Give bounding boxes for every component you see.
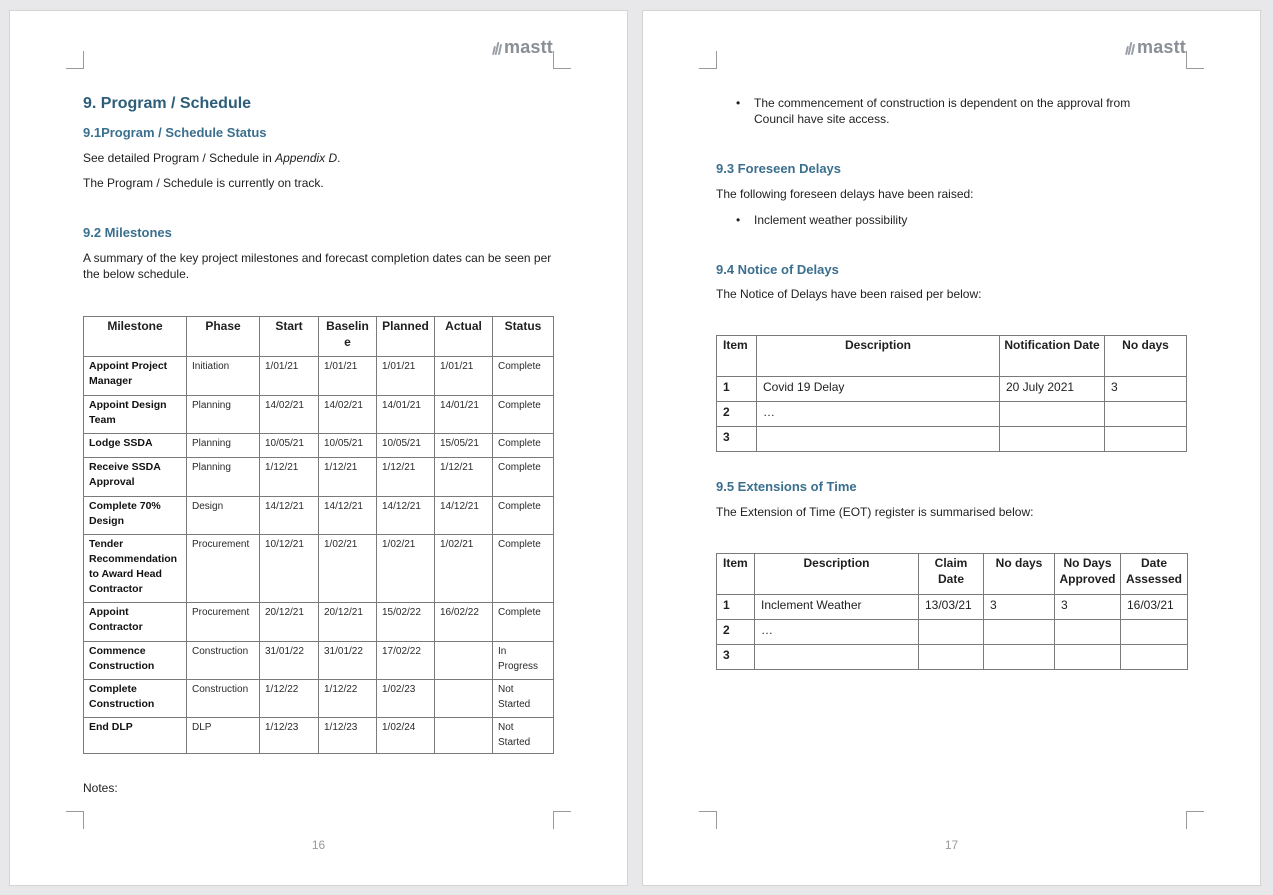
table-cell: 1/12/22	[319, 680, 377, 718]
crop-mark-top-left	[66, 51, 84, 69]
table-cell	[919, 645, 984, 670]
milestones-intro: A summary of the key project milestones and forecast completion dates can be seen per the below schedule.	[83, 251, 552, 281]
bullet-inclement-weather: • Inclement weather possibility	[716, 212, 1166, 228]
table-row	[84, 357, 554, 396]
table-cell: 1/01/21	[377, 357, 435, 396]
table-cell	[757, 427, 1000, 452]
col-header-no-days-approved: No Days Approved	[1055, 554, 1121, 595]
subheading-foreseen-delays: 9.3 Foreseen Delays	[716, 161, 842, 176]
mastt-logo-icon	[493, 41, 501, 55]
table-cell: 1/02/21	[377, 535, 435, 603]
table-cell: 1/02/21	[319, 535, 377, 603]
table-cell: Complete	[493, 603, 554, 642]
subheading-schedule-status: 9.1Program / Schedule Status	[83, 125, 267, 140]
table-row	[717, 402, 1187, 427]
table-cell: Complete	[493, 535, 554, 603]
table-cell: Planning	[187, 434, 260, 458]
notes-label: Notes:	[83, 781, 118, 795]
table-row	[84, 396, 554, 434]
table-cell: 16/02/22	[435, 603, 493, 642]
notice-intro: The Notice of Delays have been raised per below:	[716, 287, 982, 301]
table-row	[84, 434, 554, 458]
table-cell: 31/01/22	[260, 642, 319, 680]
crop-mark-bottom-right	[553, 811, 571, 829]
table-cell: 14/12/21	[377, 497, 435, 535]
table-row	[84, 642, 554, 680]
table-cell: Complete Construction	[84, 680, 187, 718]
col-header-phase: Phase	[187, 317, 260, 357]
table-cell: Complete	[493, 357, 554, 396]
bullet-commencement-dependency: • The commencement of construction is dependent on the approval from Council have site access.	[716, 95, 1166, 127]
table-row	[717, 620, 1188, 645]
table-row	[84, 497, 554, 535]
page-number: 17	[944, 838, 959, 852]
table-cell: 15/05/21	[435, 434, 493, 458]
mastt-logo	[1126, 37, 1186, 58]
table-cell: 10/05/21	[260, 434, 319, 458]
document-page-17	[642, 10, 1261, 886]
mastt-logo	[493, 37, 553, 58]
crop-mark-top-left	[699, 51, 717, 69]
col-header-description: Description	[757, 336, 1000, 377]
table-cell: 3	[717, 645, 755, 670]
table-cell	[755, 645, 919, 670]
table-cell: 2	[717, 402, 757, 427]
logo-text: mastt	[1136, 37, 1186, 57]
table-cell: 16/03/21	[1121, 595, 1188, 620]
col-header-no-days: No days	[984, 554, 1055, 595]
table-cell: 3	[1055, 595, 1121, 620]
foreseen-intro: The following foreseen delays have been raised:	[716, 187, 974, 201]
eot-intro: The Extension of Time (EOT) register is summarised below:	[716, 505, 1034, 519]
table-cell	[1000, 427, 1105, 452]
table-cell: 14/12/21	[435, 497, 493, 535]
table-cell	[435, 642, 493, 680]
table-cell: Tender Recommendation to Award Head Contractor	[84, 535, 187, 603]
table-cell: Complete	[493, 497, 554, 535]
logo-text: mastt	[503, 37, 553, 57]
notice-header-row	[717, 336, 1187, 377]
table-cell: Complete	[493, 396, 554, 434]
eot-header-row	[717, 554, 1188, 595]
extensions-of-time-table	[716, 553, 1188, 670]
table-cell: 1/12/22	[260, 680, 319, 718]
status-line-suffix: .	[337, 151, 341, 165]
table-cell: 20 July 2021	[1000, 377, 1105, 402]
table-cell: 1	[717, 377, 757, 402]
status-line-prefix: See detailed Program / Schedule in	[83, 151, 276, 165]
table-cell: Not Started	[493, 718, 554, 754]
table-cell: 1/12/21	[377, 458, 435, 497]
table-cell: 10/12/21	[260, 535, 319, 603]
appendix-reference: Appendix D	[275, 151, 338, 165]
table-row	[84, 680, 554, 718]
table-cell: Complete	[493, 434, 554, 458]
table-cell: 1/01/21	[319, 357, 377, 396]
table-row	[84, 535, 554, 603]
table-cell: 31/01/22	[319, 642, 377, 680]
table-row	[84, 458, 554, 497]
table-cell	[1000, 402, 1105, 427]
table-cell: Appoint Contractor	[84, 603, 187, 642]
table-cell: 14/01/21	[435, 396, 493, 434]
table-cell: 13/03/21	[919, 595, 984, 620]
table-cell: Receive SSDA Approval	[84, 458, 187, 497]
col-header-no-days: No days	[1105, 336, 1187, 377]
table-cell: 14/12/21	[319, 497, 377, 535]
table-cell: Design	[187, 497, 260, 535]
table-cell: 10/05/21	[377, 434, 435, 458]
col-header-claim-date: Claim Date	[919, 554, 984, 595]
table-cell	[919, 620, 984, 645]
table-cell: Commence Construction	[84, 642, 187, 680]
table-cell: 2	[717, 620, 755, 645]
table-cell: Construction	[187, 680, 260, 718]
document-page-16	[9, 10, 628, 886]
table-cell: Appoint Design Team	[84, 396, 187, 434]
crop-mark-bottom-left	[66, 811, 84, 829]
table-cell: End DLP	[84, 718, 187, 754]
table-cell	[984, 645, 1055, 670]
table-cell: Planning	[187, 396, 260, 434]
milestones-table	[83, 316, 554, 754]
table-cell	[435, 718, 493, 754]
col-header-item: Item	[717, 336, 757, 377]
col-header-description: Description	[755, 554, 919, 595]
table-row	[717, 595, 1188, 620]
crop-mark-bottom-left	[699, 811, 717, 829]
table-cell: Inclement Weather	[755, 595, 919, 620]
crop-mark-top-right	[553, 51, 571, 69]
subheading-notice-of-delays: 9.4 Notice of Delays	[716, 262, 839, 277]
table-cell: 14/02/21	[319, 396, 377, 434]
table-cell: 1/12/23	[260, 718, 319, 754]
table-row	[84, 718, 554, 754]
table-cell: 1/12/23	[319, 718, 377, 754]
table-cell: Not Started	[493, 680, 554, 718]
col-header-start: Start	[260, 317, 319, 357]
table-cell: 1/12/21	[435, 458, 493, 497]
table-row	[717, 427, 1187, 452]
col-header-notification-date: Notification Date	[1000, 336, 1105, 377]
table-cell	[1105, 402, 1187, 427]
table-cell: In Progress	[493, 642, 554, 680]
table-cell: 20/12/21	[260, 603, 319, 642]
table-cell: 1/02/21	[435, 535, 493, 603]
table-cell: 1	[717, 595, 755, 620]
table-cell: Construction	[187, 642, 260, 680]
milestones-header-row	[84, 317, 554, 357]
table-cell: 14/02/21	[260, 396, 319, 434]
subheading-milestones: 9.2 Milestones	[83, 225, 172, 240]
table-cell: 1/02/24	[377, 718, 435, 754]
table-cell: Initiation	[187, 357, 260, 396]
table-cell	[1105, 427, 1187, 452]
table-row	[717, 645, 1188, 670]
table-cell: Lodge SSDA	[84, 434, 187, 458]
table-cell	[435, 680, 493, 718]
table-cell: 15/02/22	[377, 603, 435, 642]
table-cell: …	[757, 402, 1000, 427]
table-cell: Covid 19 Delay	[757, 377, 1000, 402]
status-line-on-track: The Program / Schedule is currently on track.	[83, 176, 324, 190]
table-cell: 1/12/21	[319, 458, 377, 497]
table-cell: …	[755, 620, 919, 645]
section-heading-program-schedule: 9. Program / Schedule	[83, 95, 252, 112]
table-cell	[1055, 645, 1121, 670]
table-cell	[1121, 620, 1188, 645]
table-cell: 1/02/23	[377, 680, 435, 718]
table-cell	[984, 620, 1055, 645]
page-number: 16	[311, 838, 326, 852]
table-row	[84, 603, 554, 642]
col-header-milestone: Milestone	[84, 317, 187, 357]
mastt-logo-icon	[1126, 41, 1134, 55]
table-cell: 1/12/21	[260, 458, 319, 497]
table-cell: 14/01/21	[377, 396, 435, 434]
table-row	[717, 377, 1187, 402]
col-header-planned: Planned	[377, 317, 435, 357]
crop-mark-bottom-right	[1186, 811, 1204, 829]
notice-of-delays-table	[716, 335, 1187, 452]
table-cell: Planning	[187, 458, 260, 497]
table-cell: Complete 70% Design	[84, 497, 187, 535]
table-cell: 10/05/21	[319, 434, 377, 458]
table-cell: DLP	[187, 718, 260, 754]
col-header-item: Item	[717, 554, 755, 595]
table-cell: 1/01/21	[260, 357, 319, 396]
table-cell: 17/02/22	[377, 642, 435, 680]
table-cell: 14/12/21	[260, 497, 319, 535]
table-cell: Complete	[493, 458, 554, 497]
col-header-baseline: Baselin e	[319, 317, 377, 357]
col-header-status: Status	[493, 317, 554, 357]
table-cell	[1121, 645, 1188, 670]
subheading-extensions-of-time: 9.5 Extensions of Time	[716, 479, 857, 494]
table-cell: Appoint Project Manager	[84, 357, 187, 396]
col-header-date-assessed: Date Assessed	[1121, 554, 1188, 595]
table-cell: 1/01/21	[435, 357, 493, 396]
crop-mark-top-right	[1186, 51, 1204, 69]
table-cell: Procurement	[187, 535, 260, 603]
table-cell: 3	[717, 427, 757, 452]
col-header-actual: Actual	[435, 317, 493, 357]
table-cell: 3	[1105, 377, 1187, 402]
table-cell: Procurement	[187, 603, 260, 642]
status-line-appendix	[83, 150, 341, 166]
table-cell: 3	[984, 595, 1055, 620]
table-cell	[1055, 620, 1121, 645]
table-cell: 20/12/21	[319, 603, 377, 642]
